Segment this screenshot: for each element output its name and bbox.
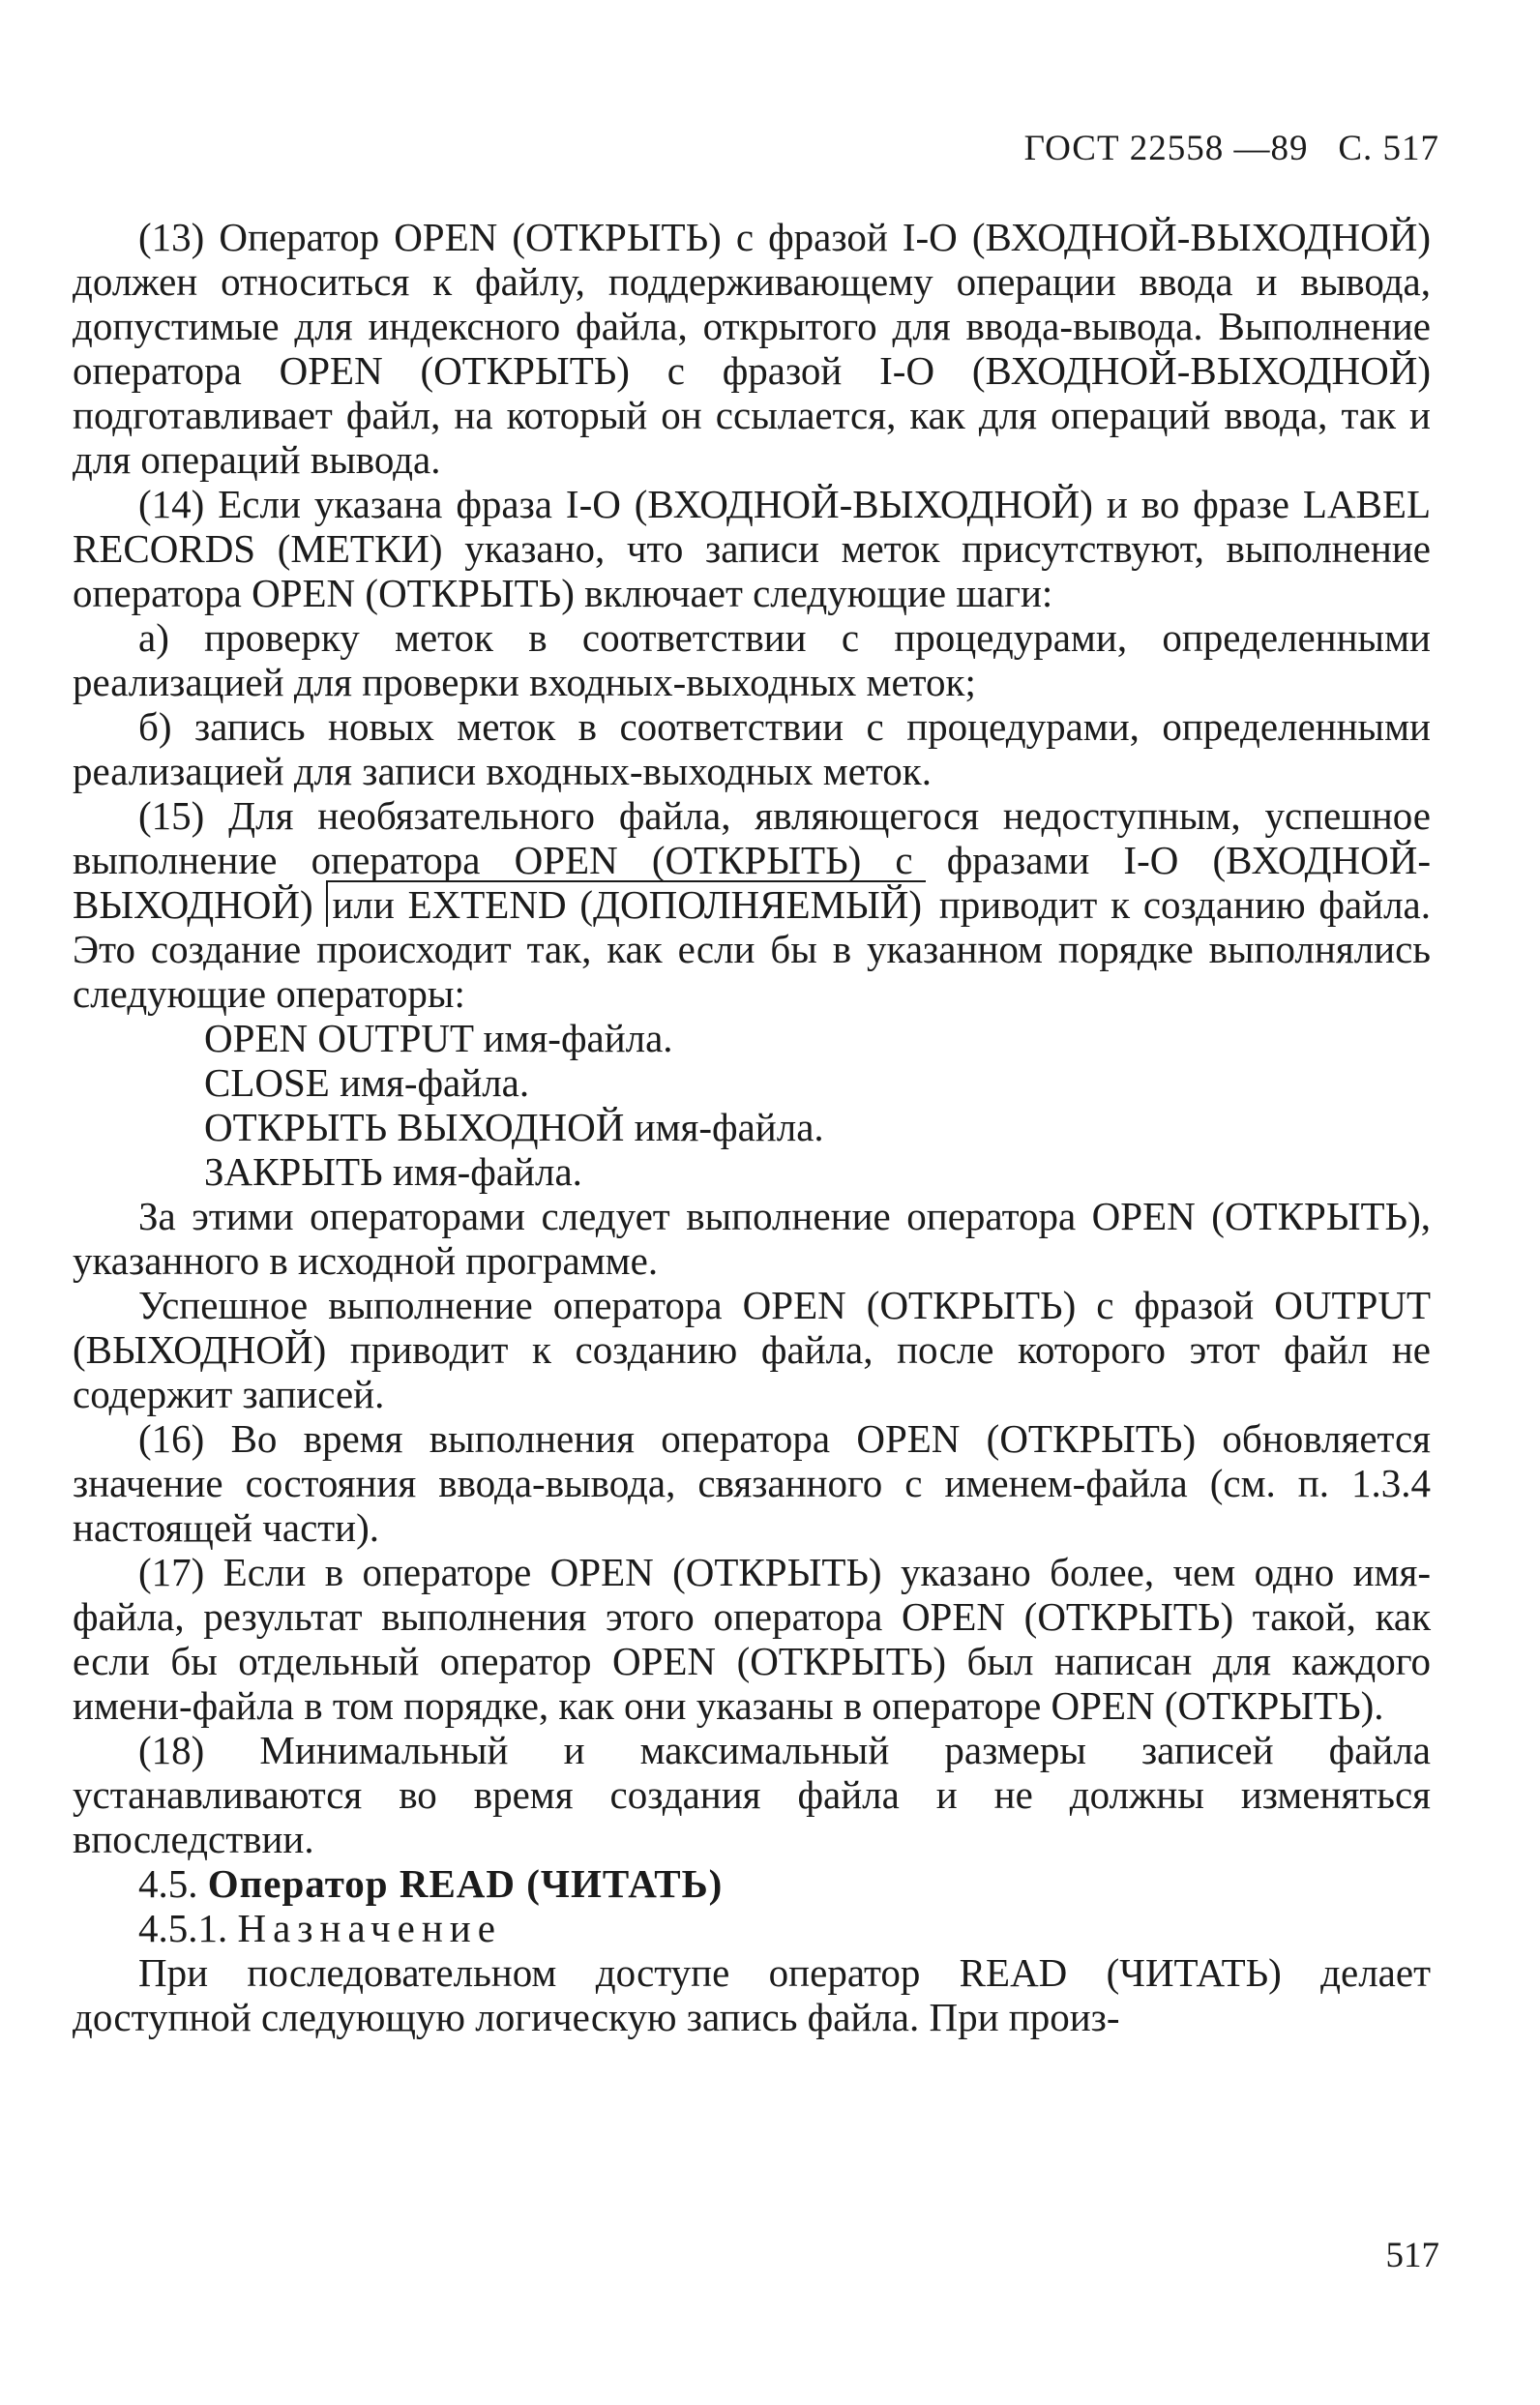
code-line: ЗАКРЫТЬ имя-файла. xyxy=(204,1149,582,1194)
paragraph-15-end: приводит к созданию файла. Это создание происходит так, как если бы в указанном порядке выполнялись следующие операторы: xyxy=(73,882,1431,1016)
list-item-b: б) запись новых меток в соответствии с процедурами, определенными реализацией для записи входных-выходных меток. xyxy=(73,704,1431,793)
paragraph-15-start: (15) Для необязательного файла, являющегося недоступным, успешное выполнение оператора OPEN (ОТКРЫТЬ) с фразами I-O (ВХОДНОЙ-ВЫХОДНОЙ) xyxy=(73,793,1431,927)
paragraph-16: (16) Во время выполнения оператора OPEN (ОТКРЫТЬ) обновляется значение состояния ввода-вывода, связанного с именем-файла (см. п. 1.3.4 настоящей части). xyxy=(73,1416,1431,1550)
code-line: OPEN OUTPUT имя-файла. xyxy=(204,1016,673,1060)
section-heading xyxy=(73,1861,1431,1906)
paragraph-14: (14) Если указана фраза I-O (ВХОДНОЙ-ВЫХОДНОЙ) и во фразе LABEL RECORDS (МЕТКИ) указано, что записи меток присутствуют, выполнение оператора OPEN (ОТКРЫТЬ) включает следующие шаги: xyxy=(73,482,1431,615)
page-number: 517 xyxy=(1385,2236,1439,2275)
section-intro: При последовательном доступе оператор READ (ЧИТАТЬ) делает доступной следующую логическую запись файла. При произ- xyxy=(73,1950,1431,2039)
paragraph-15-after: За этими операторами следует выполнение оператора OPEN (ОТКРЫТЬ), указанного в исходной программе. xyxy=(73,1194,1431,1283)
header-page-ref: С. 517 xyxy=(1338,129,1439,168)
section-number: 4.5. xyxy=(138,1861,198,1906)
code-line: CLOSE имя-файла. xyxy=(204,1060,530,1105)
code-block xyxy=(73,1016,1431,1194)
paragraph-15-output: Успешное выполнение оператора OPEN (ОТКРЫТЬ) с фразой OUTPUT (ВЫХОДНОЙ) приводит к созданию файла, после которого этот файл не содержит записей. xyxy=(73,1283,1431,1416)
page-header xyxy=(1024,128,1439,169)
list-item-a: а) проверку меток в соответствии с процедурами, определенными реализацией для проверки входных-выходных меток; xyxy=(73,615,1431,704)
body-text xyxy=(73,215,1431,2039)
code-line: ОТКРЫТЬ ВЫХОДНОЙ имя-файла. xyxy=(204,1105,824,1149)
section-title: Оператор READ (ЧИТАТЬ) xyxy=(207,1861,724,1906)
subsection-number: 4.5.1. xyxy=(138,1906,228,1950)
standard-code: ГОСТ 22558 —89 xyxy=(1023,129,1309,168)
paragraph-15 xyxy=(73,793,1431,1016)
subsection-title: Назначение xyxy=(237,1906,502,1950)
paragraph-18: (18) Минимальный и максимальный размеры записей файла устанавливаются во время создания файла и не должны изменяться впоследствии. xyxy=(73,1728,1431,1861)
subsection-heading xyxy=(73,1906,1431,1950)
paragraph-13: (13) Оператор OPEN (ОТКРЫТЬ) с фразой I-O (ВХОДНОЙ-ВЫХОДНОЙ) должен относиться к файлу, поддерживающему операции ввода и вывода, допустимые для индексного файла, открытого для ввода-вывода. Выполнение оператора OPEN (ОТКРЫТЬ) с фразой I-O (ВХОДНОЙ-ВЫХОДНОЙ) подготавливает файл, на который он ссылается, как для операций ввода, так и для операций вывода. xyxy=(73,215,1431,482)
paragraph-17: (17) Если в операторе OPEN (ОТКРЫТЬ) указано более, чем одно имя-файла, результат выполнения этого оператора OPEN (ОТКРЫТЬ) такой, как если бы отдельный оператор OPEN (ОТКРЫТЬ) был написан для каждого имени-файла в том порядке, как они указаны в операторе OPEN (ОТКРЫТЬ). xyxy=(73,1550,1431,1728)
boxed-extend-phrase: или EXTEND (ДОПОЛНЯЕМЫЙ) xyxy=(326,880,926,927)
